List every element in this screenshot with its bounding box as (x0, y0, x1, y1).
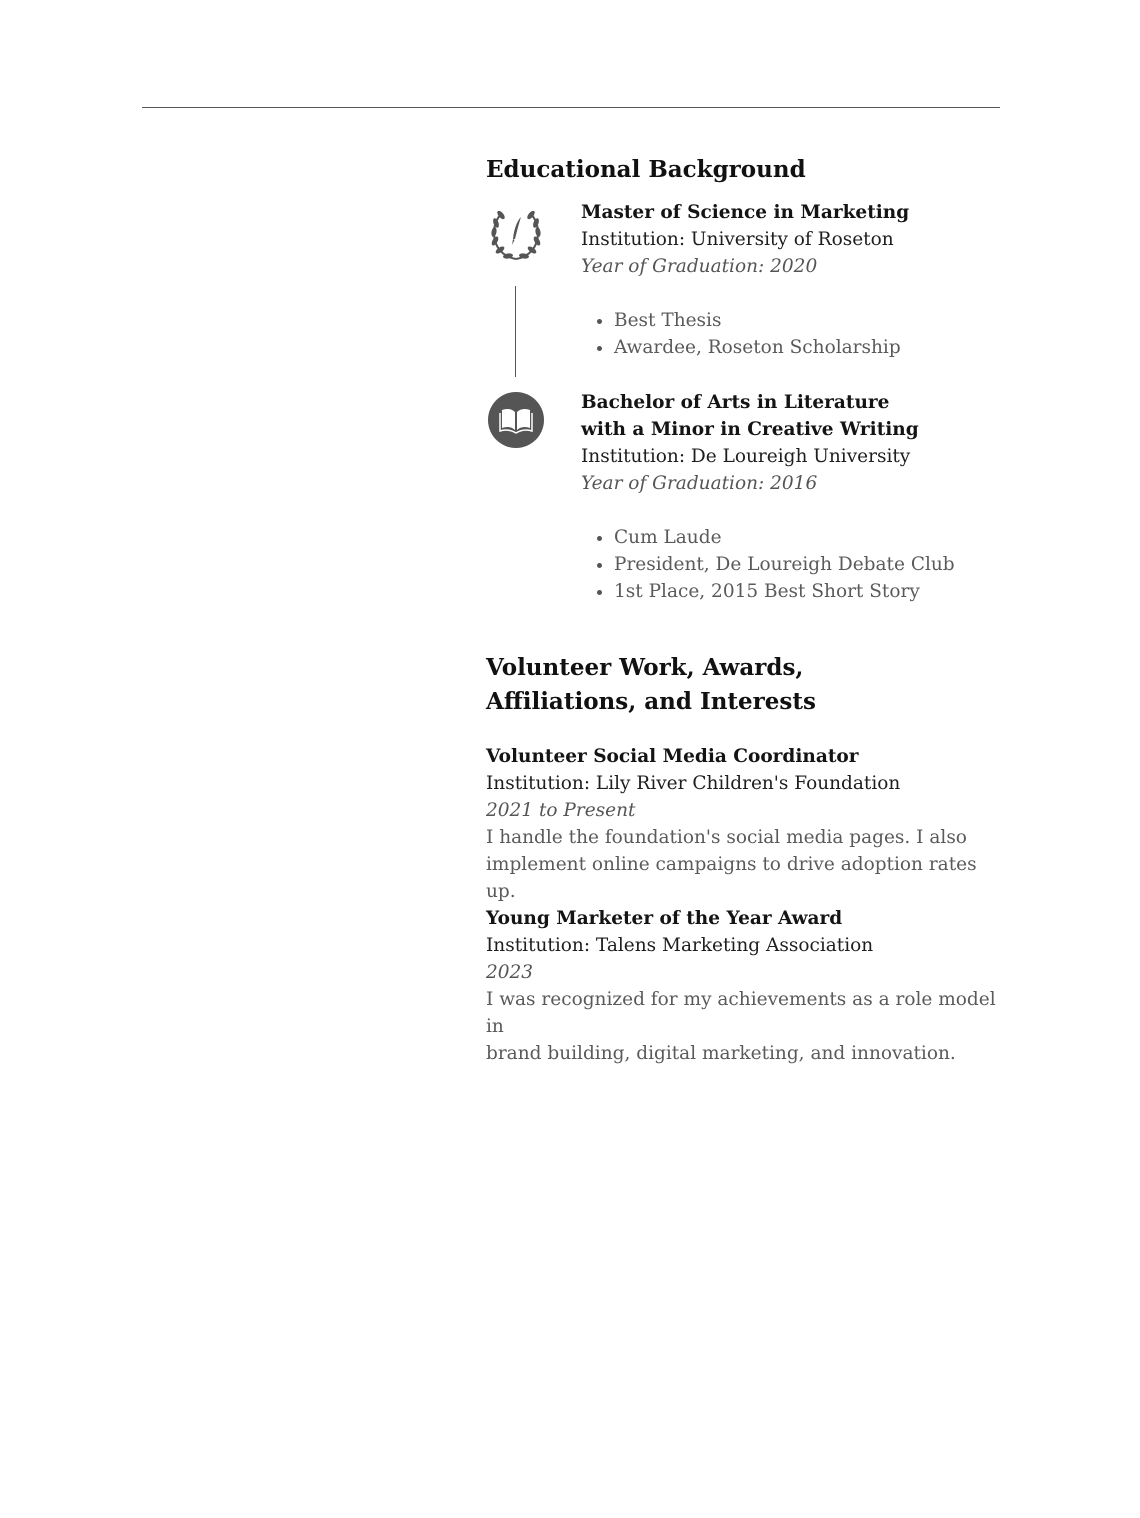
top-divider (142, 107, 1000, 108)
volunteer-entry (486, 743, 1006, 905)
honors-list (581, 307, 1001, 361)
honor-item: • Best Thesis (614, 307, 1001, 334)
graduation-year: Year of Graduation: 2016 (581, 473, 818, 494)
institution: Institution: Talens Marketing Association (486, 935, 874, 956)
institution: Institution: De Loureigh University (581, 446, 911, 467)
entry-period: 2021 to Present (486, 800, 636, 821)
honors-list (581, 524, 1001, 605)
degree-title-line: Bachelor of Arts in Literature (581, 392, 890, 413)
education-entry (581, 199, 1001, 361)
honor-item: • 1st Place, 2015 Best Short Story (614, 578, 1001, 605)
honor-item: • Cum Laude (614, 524, 1001, 551)
graduation-year: Year of Graduation: 2020 (581, 256, 818, 277)
open-book-icon (487, 391, 545, 449)
degree-title-line: with a Minor in Creative Writing (581, 419, 919, 440)
volunteer-heading-line: Volunteer Work, Awards, (486, 654, 804, 681)
education-heading: Educational Background (486, 156, 806, 183)
institution: Institution: University of Roseton (581, 229, 894, 250)
education-entry (581, 389, 1001, 605)
institution: Institution: Lily River Children's Foundation (486, 773, 901, 794)
laurel-quill-icon (487, 205, 545, 263)
entry-description-line: I was recognized for my achievements as a role model in (486, 989, 996, 1037)
entry-description-line: brand building, digital marketing, and innovation. (486, 1043, 956, 1064)
entry-description-line: implement online campaigns to drive adoption rates up. (486, 854, 977, 902)
volunteer-heading (486, 651, 906, 719)
volunteer-heading-line: Affiliations, and Interests (486, 688, 816, 715)
honor-item: • President, De Loureigh Debate Club (614, 551, 1001, 578)
honor-item: • Awardee, Roseton Scholarship (614, 334, 1001, 361)
timeline-connector (515, 286, 516, 377)
degree-title: Master of Science in Marketing (581, 202, 910, 223)
entry-title: Volunteer Social Media Coordinator (486, 746, 859, 767)
entry-period: 2023 (486, 962, 534, 983)
entry-description-line: I handle the foundation's social media pages. I also (486, 827, 967, 848)
volunteer-entry (486, 905, 1006, 1067)
entry-title: Young Marketer of the Year Award (486, 908, 843, 929)
